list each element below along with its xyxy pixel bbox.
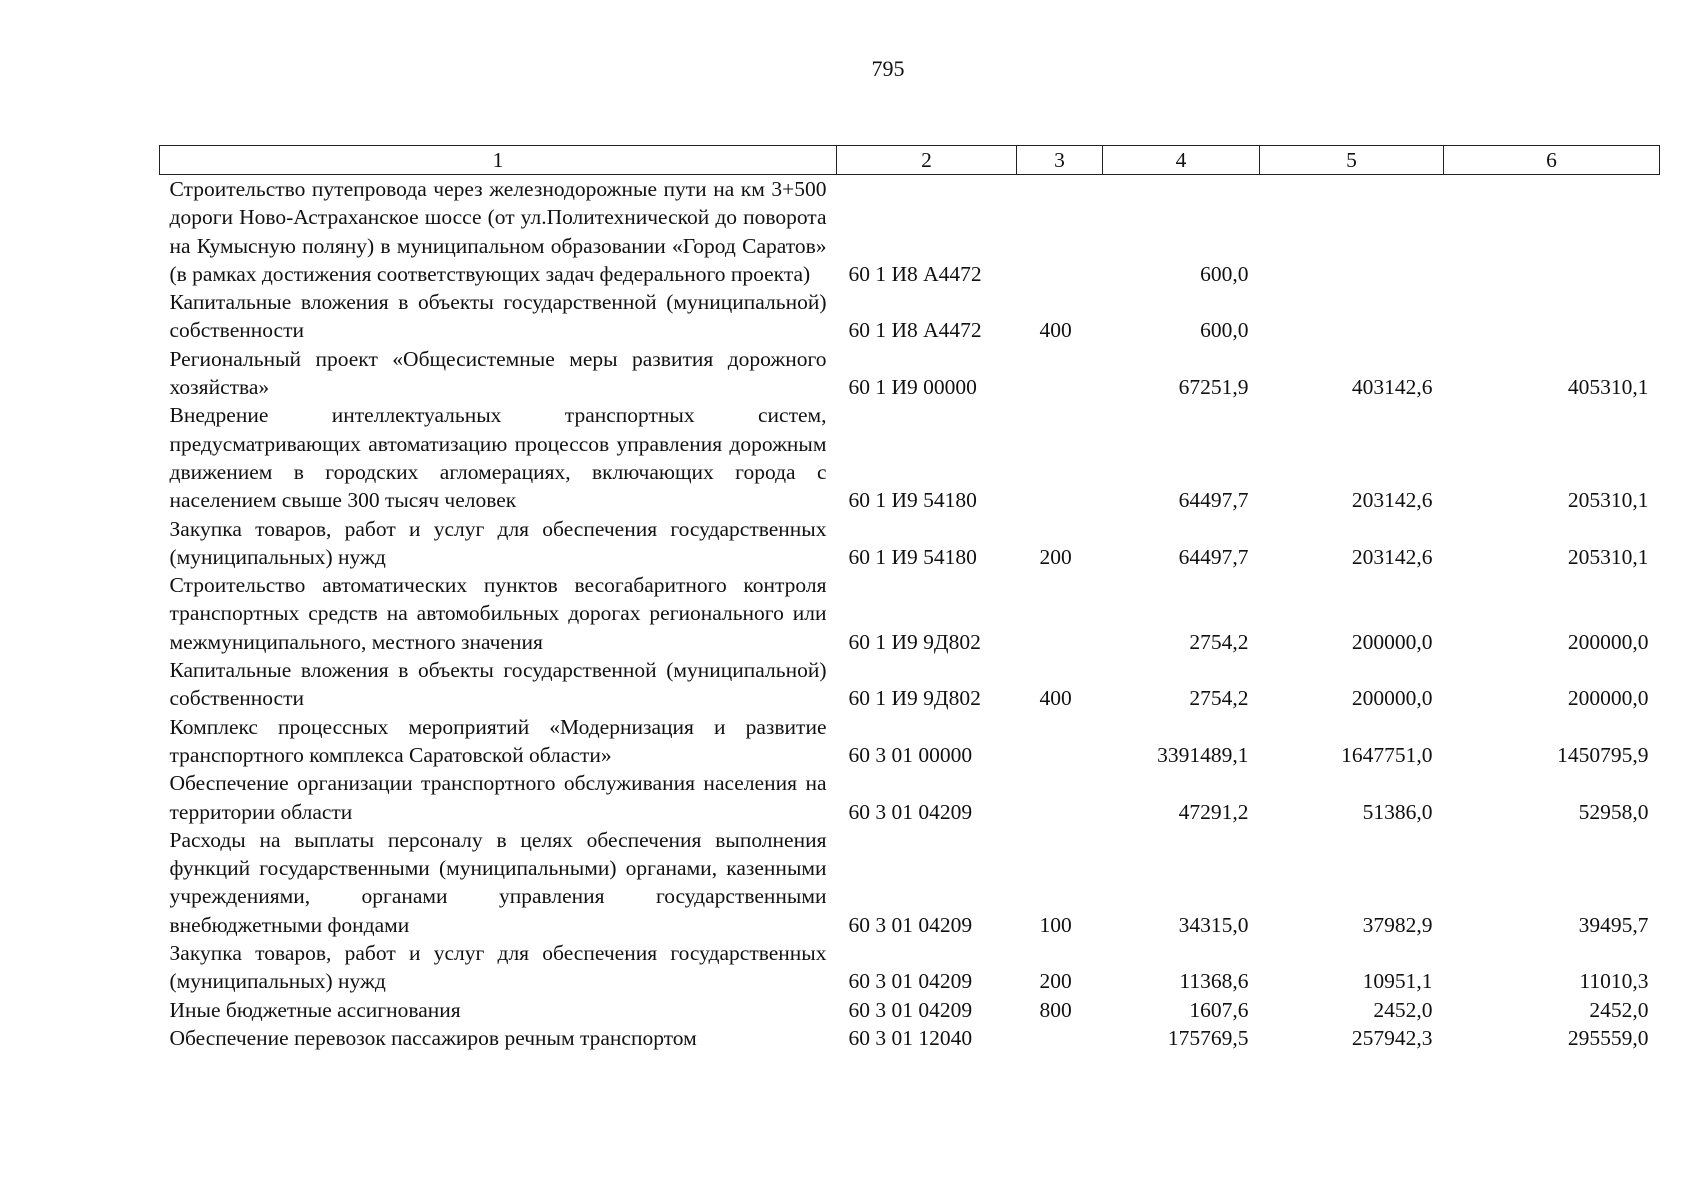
budget-table — [159, 145, 1660, 1052]
row-value-col4: 47291,2 — [1178, 799, 1249, 824]
row-value-col4: 2754,2 — [1189, 629, 1249, 654]
row-value-col5: 10951,1 — [1362, 969, 1433, 994]
row-code: 60 1 И9 9Д802 — [848, 686, 981, 711]
row-value-col4: 64497,7 — [1178, 488, 1249, 513]
row-name: Закупка товаров, работ и услуг для обеспечения государственных (муниципальных) нужд — [169, 941, 827, 994]
table-row — [160, 826, 1660, 939]
row-value-col4: 67251,9 — [1178, 375, 1249, 400]
row-expense-type — [1017, 571, 1103, 656]
table-row — [160, 1024, 1660, 1052]
row-expense-type — [1017, 769, 1103, 826]
table-row — [160, 175, 1660, 289]
page-number: 795 — [871, 56, 905, 81]
table-row — [160, 713, 1660, 770]
row-value-col4: 2754,2 — [1189, 686, 1249, 711]
row-code: 60 3 01 04209 — [848, 799, 973, 824]
row-value-col6: 295559,0 — [1567, 1025, 1649, 1050]
table-row — [160, 939, 1660, 996]
column-header: 4 — [1103, 146, 1260, 175]
row-name: Обеспечение организации транспортного обслуживания населения на территории области — [169, 771, 827, 824]
table-row — [160, 996, 1660, 1024]
row-value-col6: 39495,7 — [1578, 912, 1649, 937]
column-header: 3 — [1017, 146, 1103, 175]
row-name: Комплекс процессных мероприятий «Модернизация и развитие транспортного комплекса Саратовской области» — [169, 714, 827, 767]
row-value-col5: 203142,6 — [1351, 488, 1433, 513]
row-code: 60 3 01 04209 — [848, 969, 973, 994]
row-expense-type — [1017, 713, 1103, 770]
row-code: 60 1 И9 9Д802 — [848, 629, 981, 654]
row-value-col5: 37982,9 — [1362, 912, 1433, 937]
row-code: 60 1 И9 00000 — [848, 375, 977, 400]
row-expense-type: 200 — [1039, 969, 1072, 994]
row-value-col4: 1607,6 — [1189, 997, 1249, 1022]
row-value-col5: 200000,0 — [1351, 686, 1433, 711]
row-name: Закупка товаров, работ и услуг для обеспечения государственных (муниципальных) нужд — [169, 516, 827, 569]
table-row — [160, 288, 1660, 345]
row-name: Капитальные вложения в объекты государственной (муниципальной) собственности — [169, 290, 827, 343]
row-name: Внедрение интеллектуальных транспортных систем, предусматривающих автоматизацию процессов управления дорожным движением в городских агломерациях, включающих города с населением свыше 300 тысяч человек — [169, 403, 827, 513]
row-code: 60 3 01 12040 — [848, 1025, 973, 1050]
row-value-col5 — [1260, 175, 1444, 289]
column-header: 1 — [160, 146, 837, 175]
row-value-col6: 2452,0 — [1589, 997, 1649, 1022]
row-value-col5: 1647751,0 — [1341, 742, 1433, 767]
table-header-row — [160, 146, 1660, 175]
table-row — [160, 515, 1660, 572]
row-value-col6: 1450795,9 — [1557, 742, 1649, 767]
row-value-col6: 205310,1 — [1567, 488, 1649, 513]
row-value-col5: 200000,0 — [1351, 629, 1433, 654]
table-row — [160, 401, 1660, 514]
row-value-col6: 11010,3 — [1579, 969, 1649, 994]
row-value-col5 — [1260, 288, 1444, 345]
row-code: 60 1 И9 54180 — [848, 488, 977, 513]
row-name: Строительство автоматических пунктов весогабаритного контроля транспортных средств на автомобильных дорогах регионального или межмуниципального, местного значения — [169, 573, 827, 654]
row-value-col5: 203142,6 — [1351, 544, 1433, 569]
row-expense-type — [1017, 175, 1103, 289]
row-name: Капитальные вложения в объекты государственной (муниципальной) собственности — [169, 658, 827, 711]
column-header: 2 — [837, 146, 1017, 175]
row-value-col4: 64497,7 — [1178, 544, 1249, 569]
row-value-col6: 405310,1 — [1567, 375, 1649, 400]
row-value-col6: 200000,0 — [1567, 629, 1649, 654]
table-row — [160, 656, 1660, 713]
row-expense-type: 100 — [1039, 912, 1072, 937]
row-expense-type — [1017, 345, 1103, 402]
row-expense-type — [1017, 1024, 1103, 1052]
row-name: Строительство путепровода через железнодорожные пути на км 3+500 дороги Ново-Астраханское шоссе (от ул.Политехнической до поворота на Кумысную поляну) в муниципальном образовании «Город Саратов» (в рамках достижения соответствующих задач федерального проекта) — [169, 177, 827, 286]
column-header: 6 — [1444, 146, 1660, 175]
row-code: 60 1 И8 А4472 — [848, 318, 982, 343]
row-value-col5: 2452,0 — [1373, 997, 1433, 1022]
table-row — [160, 345, 1660, 402]
column-header: 5 — [1260, 146, 1444, 175]
row-name: Региональный проект «Общесистемные меры развития дорожного хозяйства» — [169, 346, 827, 400]
row-value-col4: 600,0 — [1200, 261, 1249, 286]
row-expense-type: 200 — [1039, 544, 1072, 569]
row-value-col6: 200000,0 — [1567, 686, 1649, 711]
table-row — [160, 571, 1660, 656]
row-value-col6 — [1444, 288, 1660, 345]
row-value-col5: 51386,0 — [1362, 799, 1433, 824]
row-code: 60 1 И9 54180 — [848, 544, 977, 569]
row-expense-type: 800 — [1039, 997, 1072, 1022]
row-value-col4: 3391489,1 — [1157, 742, 1249, 767]
row-value-col6 — [1444, 175, 1660, 289]
row-code: 60 3 01 00000 — [848, 742, 973, 767]
row-value-col6: 52958,0 — [1578, 799, 1649, 824]
row-code: 60 3 01 04209 — [848, 912, 973, 937]
row-value-col4: 600,0 — [1200, 318, 1249, 343]
row-expense-type: 400 — [1039, 686, 1072, 711]
row-code: 60 1 И8 А4472 — [848, 261, 982, 286]
row-value-col4: 11368,6 — [1179, 969, 1249, 994]
row-value-col5: 403142,6 — [1351, 375, 1433, 400]
row-expense-type: 400 — [1039, 318, 1072, 343]
row-name: Расходы на выплаты персоналу в целях обеспечения выполнения функций государственными (муниципальными) органами, казенными учреждениями, органами управления государственными внебюджетными фондами — [169, 827, 827, 937]
row-name: Иные бюджетные ассигнования — [169, 997, 461, 1022]
row-value-col6: 205310,1 — [1567, 544, 1649, 569]
row-value-col5: 257942,3 — [1351, 1025, 1433, 1050]
row-value-col4: 34315,0 — [1178, 912, 1249, 937]
row-value-col4: 175769,5 — [1167, 1025, 1249, 1050]
row-code: 60 3 01 04209 — [848, 997, 973, 1022]
row-expense-type — [1017, 401, 1103, 514]
table-row — [160, 769, 1660, 826]
row-name: Обеспечение перевозок пассажиров речным транспортом — [169, 1025, 697, 1050]
